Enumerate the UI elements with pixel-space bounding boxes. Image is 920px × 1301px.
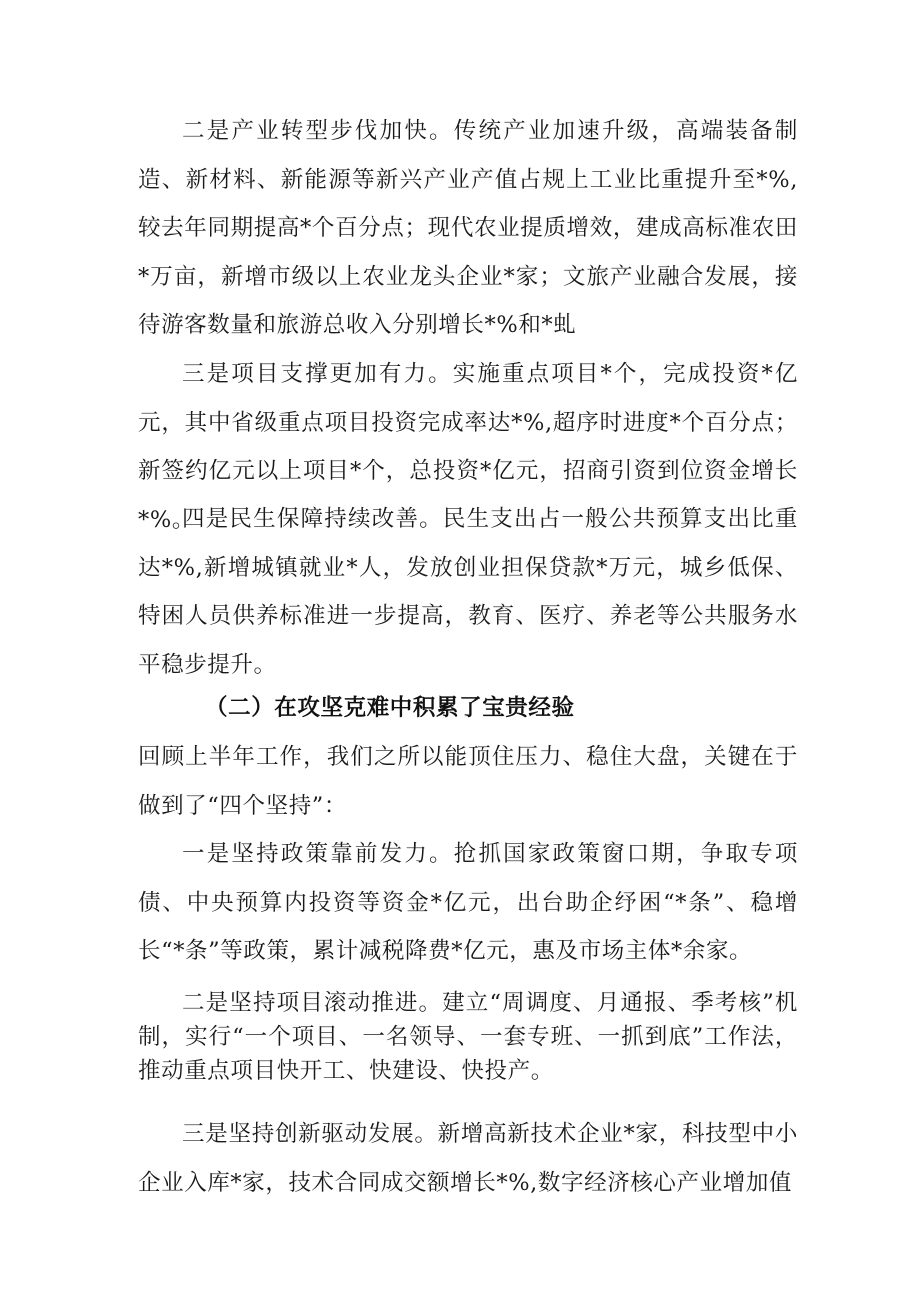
paragraph-project-support: 三是项目支撑更加有力。实施重点项目*个，完成投资*亿元，其中省级重点项目投资完成率达*%,超序时进度*个百分点；新签约亿元以上项目*个，总投资*亿元，招商引资到位资金增长*%。 xyxy=(138,361,798,533)
paragraph-innovation: 三是坚持创新驱动发展。新增高新技术企业*家，科技型中小企业入库*家，技术合同成交额增长*%,数字经济核心产业增加值 xyxy=(138,1121,798,1196)
paragraph-industry-transformation: 二是产业转型步伐加快。传统产业加速升级，高端装备制造、新材料、新能源等新兴产业产值占规上工业比重提升至*%,较去年同期提高*个百分点；现代农业提质增效，建成高标准农田*万亩，新增市级以上农业龙头企业*家；文旅产业融合发展，接待游客数量和旅游总收入分别增长*%和*虬 xyxy=(138,118,798,338)
section-heading: （二）在攻坚克难中积累了宝贵经验 xyxy=(205,695,575,721)
paragraph-project-rolling: 二是坚持项目滚动推进。建立“周调度、月通报、季考核”机制，实行“一个项目、一名领导、一套专班、一抓到底”工作法，推动重点项目快开工、快建设、快投产。 xyxy=(138,990,798,1084)
paragraph-policy: 一是坚持政策靠前发力。抢抓国家政策窗口期，争取专项债、中央预算内投资等资金*亿元，出台助企纾困“*条”、稳增长“*条”等政策，累计减税降费*亿元，惠及市场主体*余家。 xyxy=(138,841,798,964)
paragraph-livelihood: 四是民生保障持续改善。民生支出占一般公共预算支出比重达*%,新增城镇就业*人，发放创业担保贷款*万元，城乡低保、特困人员供养标准进一步提高，教育、医疗、养老等公共服务水平稳步提升。 xyxy=(138,506,798,678)
paragraph-review: 回顾上半年工作，我们之所以能顶住压力、稳住大盘，关键在于做到了“四个坚持”： xyxy=(138,744,798,819)
